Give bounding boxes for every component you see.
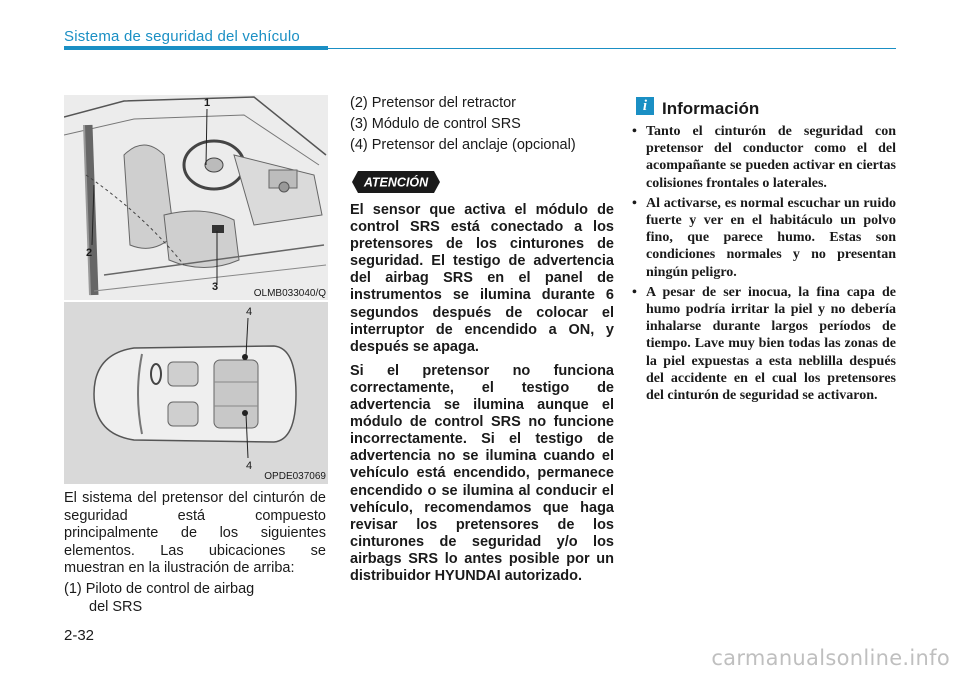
warning-label: ATENCIÓN xyxy=(363,175,429,190)
interior-illustration xyxy=(64,95,328,300)
header-rule-accent xyxy=(64,46,328,50)
callout-1: 1 xyxy=(204,97,211,109)
bullet-icon: • xyxy=(632,284,637,300)
car-interior-drawing xyxy=(64,95,328,300)
callout-4-bottom: 4 xyxy=(246,460,253,472)
warning-badge xyxy=(352,171,440,193)
page-number: 2-32 xyxy=(64,627,95,644)
component-item-3: (3) Módulo de control SRS xyxy=(350,116,521,132)
section-title: Sistema de seguridad del vehículo xyxy=(64,28,300,45)
callout-3: 3 xyxy=(212,281,219,293)
warning-text xyxy=(350,202,614,585)
header-rule xyxy=(328,48,896,49)
info-item: • Tanto el cinturón de seguridad con pretensor del conductor como el del acompañante se pueden activar en ciertas colisiones frontales o laterales. xyxy=(632,124,896,191)
component-label-cont: del SRS xyxy=(89,598,143,615)
warning-paragraph-1: El sensor que activa el módulo de control SRS está conectado a los pretensores de los cinturones de seguridad. El testigo de advertencia del airbag SRS en el panel de instrumentos se ilumina durante 6 segundos después de colocar el interruptor de encendido a ON, y después se apaga. xyxy=(350,202,614,355)
watermark: carmanualsonline.info xyxy=(711,646,950,670)
figure-code: OPDE037069 xyxy=(264,471,326,482)
component-item-4: (4) Pretensor del anclaje (opcional) xyxy=(350,137,576,153)
info-icon: i xyxy=(636,97,654,115)
info-title: Información xyxy=(662,99,760,118)
figure-code: OLMB033040/Q xyxy=(253,288,326,299)
component-item-1 xyxy=(64,581,254,616)
info-item: • A pesar de ser inocua, la fina capa de humo podría irritar la piel y no debería inhalarse durante largos períodos de tiempo. Lave muy bien todas las zonas de la piel expuestas a esta neblilla después del accidente en el cual los pretensores del cinturón de seguridad se activaron. xyxy=(632,284,896,404)
callout-2: 2 xyxy=(86,247,93,259)
info-item: • Al activarse, es normal escuchar un ruido fuerte y ver en el habitáculo un polvo fino, que parece humo. Estas son condiciones normales y no presentan ningún peligro. xyxy=(632,195,896,280)
bullet-icon: • xyxy=(632,195,637,211)
callout-4-top: 4 xyxy=(246,306,253,318)
warning-badge-shape xyxy=(352,171,440,193)
topview-illustration xyxy=(64,302,328,484)
component-item-2: (2) Pretensor del retractor xyxy=(350,95,517,111)
intro-paragraph: El sistema del pretensor del cinturón de seguridad está compuesto principalmente de los siguientes elementos. Las ubicaciones se muestran en la ilustración de arriba: xyxy=(64,490,326,576)
warning-paragraph-2: Si el pretensor no funciona correctamente, el testigo de advertencia se ilumina aunque el módulo de control SRS no funcione incorrectamente. Si el testigo de advertencia no se ilumina cuando el vehículo está encendido, permanece encendido o se ilumina al conducir el vehículo, recomendamos que haga revisar los pretensores de los cinturones de seguridad y/o los airbags SRS lo antes posible por un distribuidor HYUNDAI autorizado. xyxy=(350,362,614,584)
component-label: (1) Piloto de control de airbag xyxy=(64,581,255,597)
car-topview-drawing xyxy=(64,302,328,484)
info-list xyxy=(632,123,896,407)
component-list xyxy=(350,93,614,156)
bullet-icon: • xyxy=(632,124,637,139)
